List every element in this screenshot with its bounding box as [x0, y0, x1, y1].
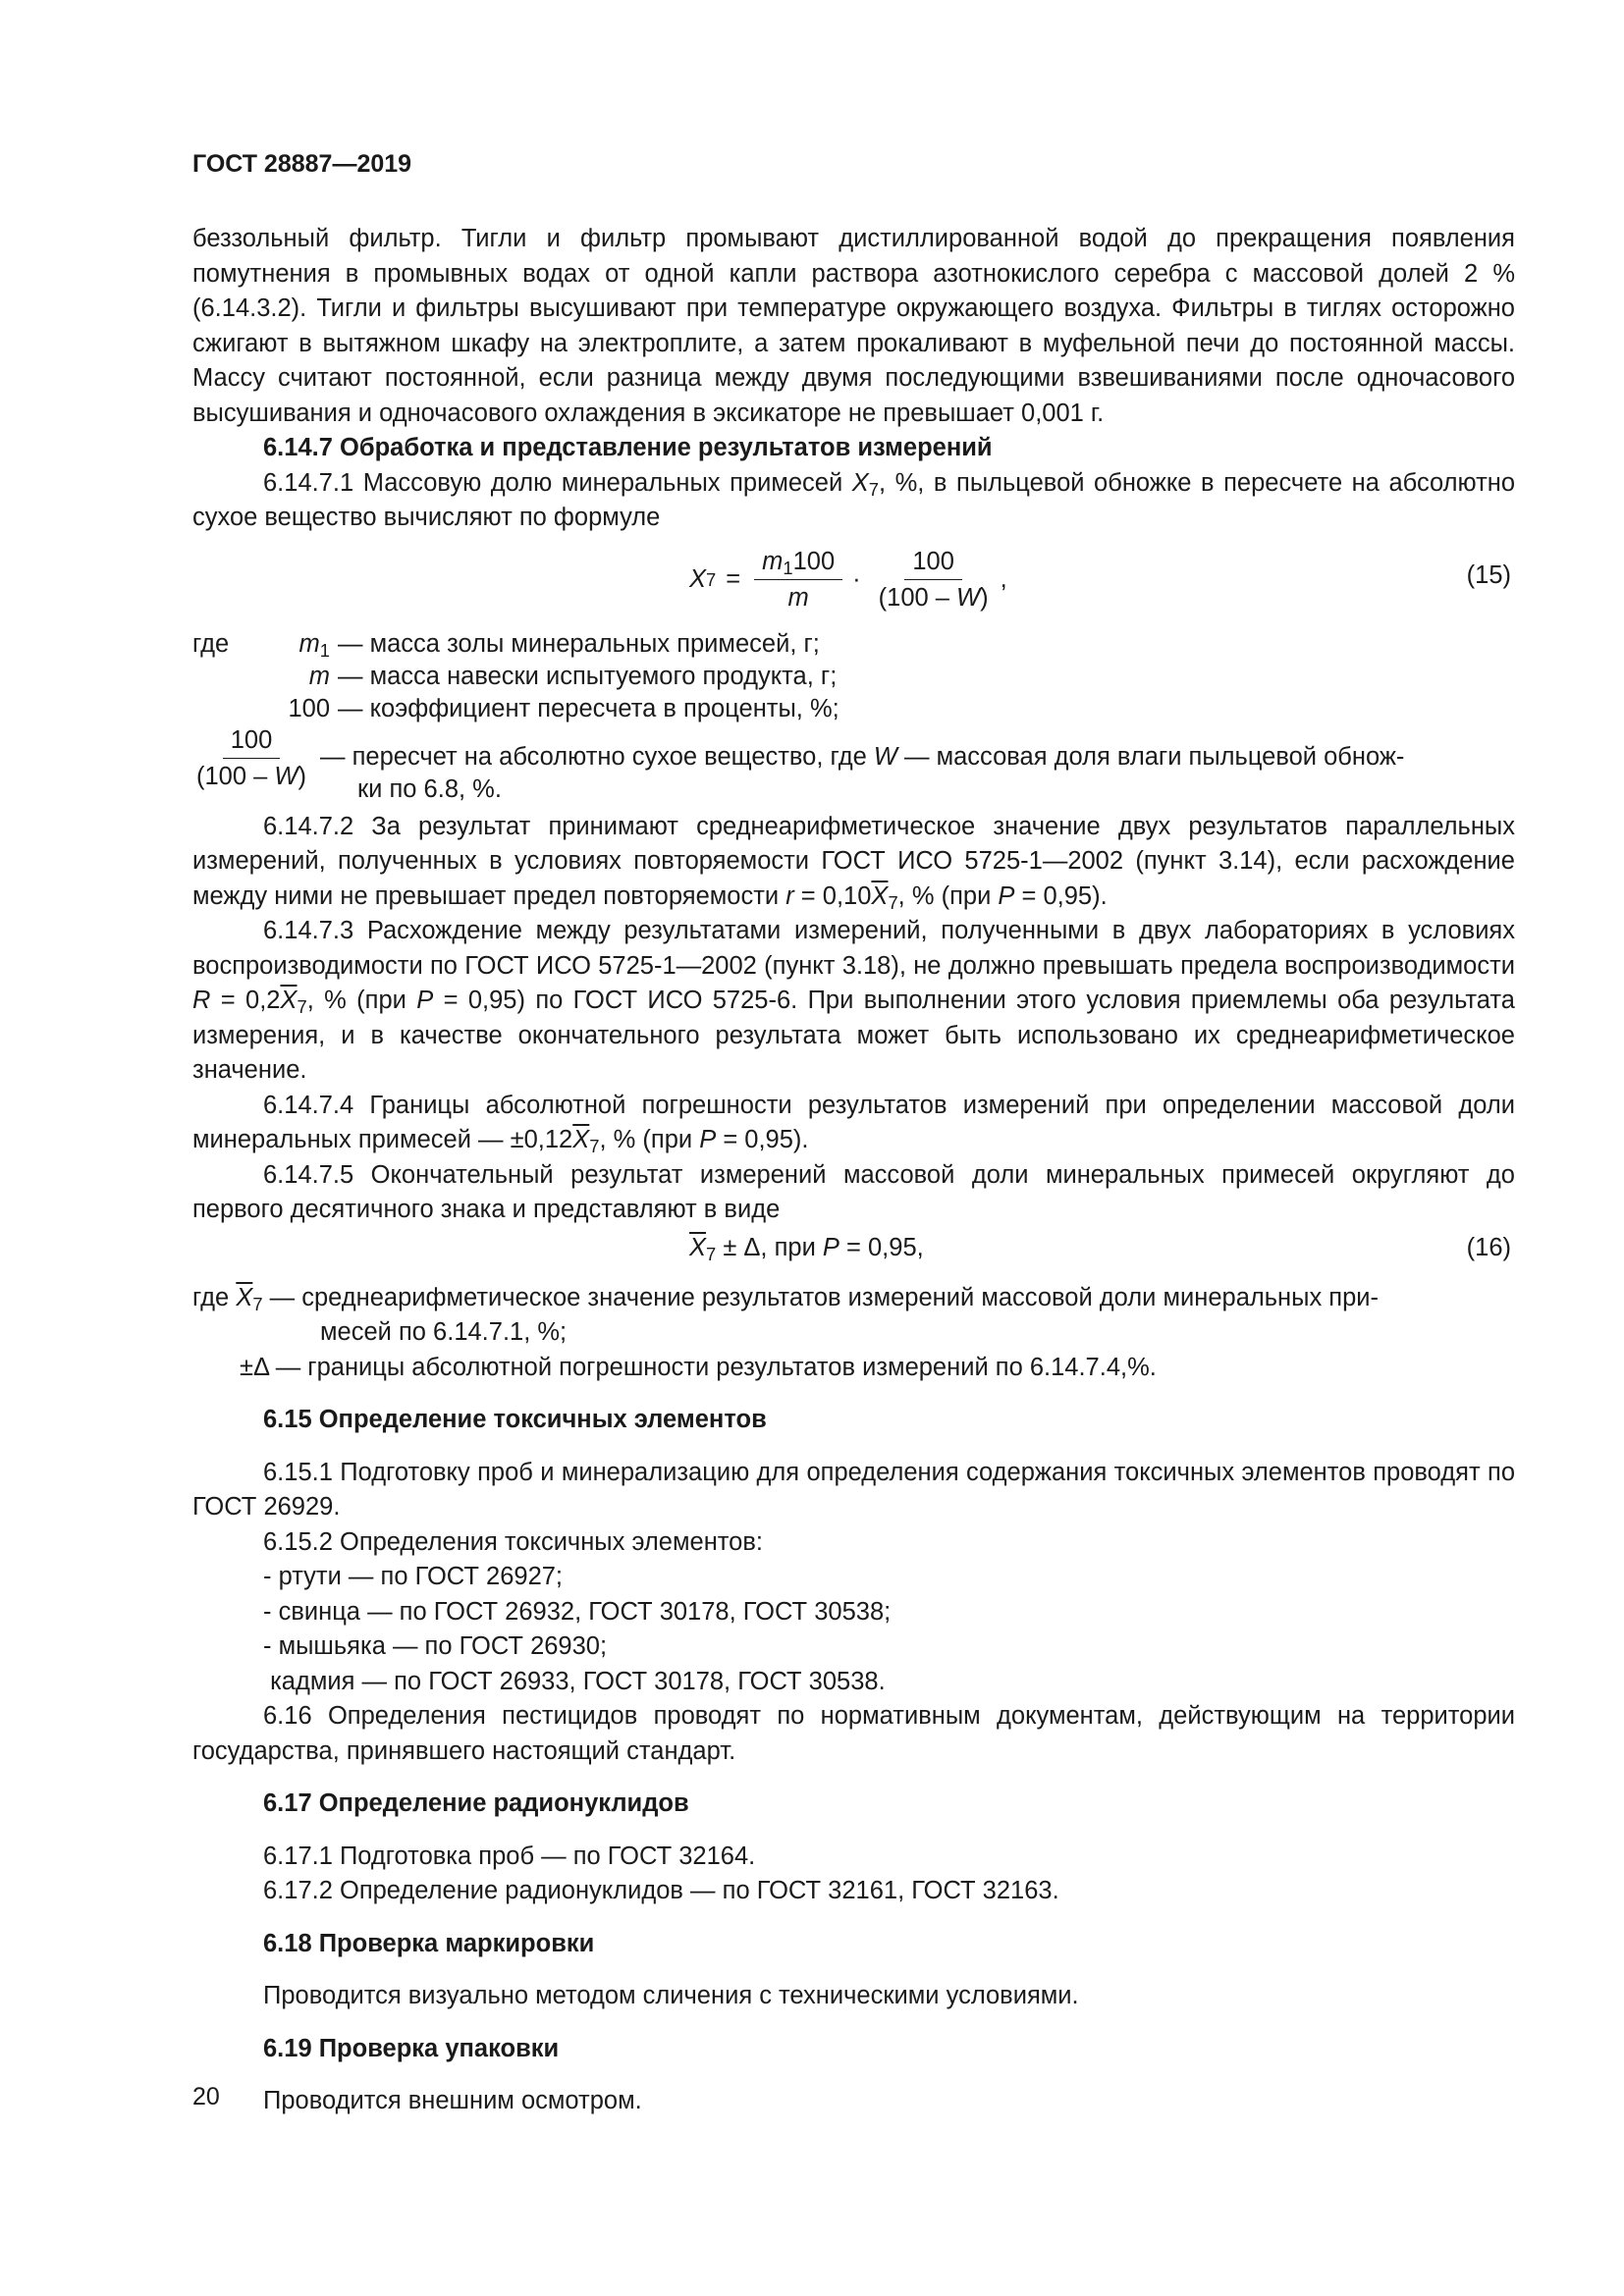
symbol-m — [275, 661, 330, 693]
var-x-mean: $\overline{X}$ — [572, 1126, 590, 1153]
multiplication-dot: · — [852, 565, 861, 593]
var-x-mean: $\overline{X}$ — [236, 1283, 253, 1311]
page-number: 20 — [192, 2083, 220, 2110]
heading-6-14-7: 6.14.7 Обработка и представление результатов измерений — [263, 434, 993, 461]
definition-fraction — [192, 725, 1515, 810]
paragraph-filter: беззольный фильтр. Тигли и фильтр промывают дистиллированной водой до прекращения появления помутнения в промывных водах от одной капли раствора азотнокислого серебра с массовой долей 2 % (6.14.3.2). Тигли и фильтры высушивают при температуре окружающего воздуха. Фильтры в тиглях осторожно сжигают в вытяжном шкафу на электроплите, а затем прокаливают в муфельной печи до постоянной массы. Массу считают постоянной, если разница между двумя последующими взвешиваниями после одночасового высушивания и одночасового охлаждения в эксикаторе не превышает 0,001 г. — [192, 225, 1515, 427]
list-item: - ртути — по ГОСТ 26927; — [263, 1563, 564, 1590]
where-label: где — [192, 1283, 237, 1311]
text-run: — массовая доля влаги пыльцевой обнож- — [896, 742, 1405, 771]
subscript: 7 — [706, 1243, 717, 1264]
variable-x: X — [851, 468, 869, 497]
paragraph-6-15-2: 6.15.2 Определения токсичных элементов: — [263, 1527, 763, 1556]
text-run: 6.14.7.1 Массовую долю минеральных примесей — [263, 468, 852, 497]
fraction-1 — [754, 547, 842, 613]
formula-15-definitions — [192, 628, 1515, 810]
definition-m — [192, 661, 1515, 693]
var-w: W — [956, 584, 981, 612]
definition-text: — масса золы минеральных примесей, г; — [338, 629, 820, 658]
text-run: (100 – — [878, 584, 957, 612]
paragraph-6-18: Проводится визуально методом сличения с техническими условиями. — [263, 1982, 1079, 2009]
subscript: 7 — [252, 1293, 263, 1314]
list-item: - свинца — по ГОСТ 26932, ГОСТ 30178, ГОСТ 30538; — [263, 1597, 892, 1626]
heading-6-18: 6.18 Проверка маркировки — [263, 1929, 595, 1957]
text-run: , % (при — [599, 1126, 700, 1153]
var-m: m — [787, 584, 809, 612]
definition-text — [320, 741, 1404, 774]
text-run: = 0,95, — [839, 1233, 924, 1261]
definition-text: — коэффициент пересчета в проценты, %; — [338, 694, 839, 722]
numerator-rest: 100 — [792, 548, 836, 575]
formula-15-expression: X 7 = $\frac{m_1100}{m}$ · $\frac{100}{(100 - W)}$ , — [689, 548, 1007, 612]
paragraph-6-14-7-4 — [192, 1089, 1515, 1158]
text-run: 6.14.7.2 За результат принимают среднеарифметическое значение двух результатов параллельных измерений, полученных в условиях повторяемости ГОСТ ИСО 5725-1—2002 (пункт 3.14), если расхождение между ними не превышает предел повторяемости — [192, 812, 1515, 910]
definition-m1 — [192, 628, 1515, 661]
fraction-numerator: 100 — [223, 725, 281, 759]
paragraph-6-16: 6.16 Определения пестицидов проводят по нормативным документам, действующим на территории государства, принявшего настоящий стандарт. — [192, 1702, 1515, 1765]
symbol-m1 — [275, 628, 330, 661]
var-x-mean: $\overline{X}$ — [689, 1233, 707, 1261]
document-header: ГОСТ 28887—2019 — [192, 150, 412, 178]
paragraph-6-14-7-3 — [192, 914, 1515, 1089]
var-m: m — [762, 548, 784, 575]
formula-15-number: (15) — [1466, 561, 1511, 589]
symbol-100: 100 — [288, 694, 330, 722]
paragraph-6-17-2: 6.17.2 Определение радионуклидов — по ГОСТ 32161, ГОСТ 32163. — [263, 1877, 1059, 1904]
fraction-1-numerator — [754, 547, 842, 580]
definition-delta: ±Δ — границы абсолютной погрешности результатов измерений по 6.14.7.4,%. — [240, 1353, 1157, 1381]
subscript: 7 — [297, 996, 307, 1018]
var-m: m — [308, 662, 330, 690]
definition-text-continued: ки по 6.8, %. — [357, 774, 502, 803]
var-p: P — [699, 1126, 717, 1153]
fraction-2-denominator — [871, 580, 997, 613]
text-run: , % (при — [897, 881, 999, 910]
document-body — [192, 222, 1515, 2119]
text-run: — пересчет на абсолютно сухое вещество, где — [320, 742, 874, 771]
fraction-1-denominator — [781, 580, 817, 613]
formula-tail: , — [1000, 565, 1007, 593]
text-run: ) — [298, 762, 306, 790]
text-run: = 0,2 — [210, 987, 281, 1014]
text-run: , % (при — [306, 987, 417, 1014]
fraction-denominator — [189, 759, 314, 791]
fraction-2 — [871, 547, 997, 613]
text-run: ± Δ, при — [716, 1233, 823, 1261]
list-item: - мышьяка — по ГОСТ 26930; — [263, 1632, 608, 1660]
text-run: 6.14.7.4 Границы абсолютной погрешности результатов измерений при определении массовой доли минеральных примесей — ±0,12 — [192, 1091, 1515, 1153]
var-w: W — [274, 762, 298, 790]
definition-100 — [192, 693, 1515, 725]
heading-6-17: 6.17 Определение радионуклидов — [263, 1789, 689, 1817]
text-run: 6.14.7.3 Расхождение между результатами измерений, полученными в двух лабораториях в условиях воспроизводимости по ГОСТ ИСО 5725-1—2002 (пункт 3.18), не должно превышать предела воспроизводимости — [192, 917, 1515, 980]
definition-x-mean-continued: месей по 6.14.7.1, %; — [320, 1318, 568, 1346]
formula-lhs-var: X — [689, 565, 707, 593]
list-item: кадмия — по ГОСТ 26933, ГОСТ 30178, ГОСТ 30538. — [263, 1667, 886, 1695]
formula-16-number: (16) — [1466, 1233, 1511, 1261]
paragraph-6-14-7-2 — [192, 810, 1515, 915]
subscript: 7 — [868, 478, 879, 500]
equals-sign: = — [726, 565, 741, 593]
heading-6-15: 6.15 Определение токсичных элементов — [263, 1406, 767, 1433]
symbol-fraction — [189, 725, 314, 791]
text-run: , %, в пыльцевой обножке в пересчете на абсолютно сухое вещество вычисляют по формуле — [192, 468, 1516, 531]
paragraph-6-15-1: 6.15.1 Подготовку проб и минерализацию для определения содержания токсичных элементов проводят по ГОСТ 26929. — [192, 1458, 1515, 1521]
var-p: P — [998, 881, 1015, 910]
subscript: 1 — [783, 558, 793, 579]
heading-6-19: 6.19 Проверка упаковки — [263, 2034, 560, 2062]
toxic-elements-list — [192, 1560, 1515, 1699]
var-r: R — [192, 987, 211, 1014]
definition-x-mean — [192, 1281, 1515, 1316]
paragraph-6-14-7-1 — [192, 466, 1515, 536]
subscript: 7 — [589, 1136, 600, 1157]
subscript: 7 — [888, 891, 898, 913]
var-w: W — [873, 742, 897, 771]
text-run: = 0,95). — [716, 1126, 809, 1153]
paragraph-6-14-7-5: 6.14.7.5 Окончательный результат измерений массовой доли минеральных примесей округляют до первого десятичного знака и представляют в виде — [192, 1160, 1515, 1223]
var-r: r — [785, 881, 794, 910]
formula-16 — [192, 1228, 1515, 1281]
text-run: (100 – — [196, 762, 275, 790]
paragraph-6-17-1: 6.17.1 Подготовка проб — по ГОСТ 32164. — [263, 1842, 756, 1870]
formula-15 — [192, 536, 1515, 624]
text-run: = 0,10 — [793, 881, 872, 910]
paragraph-6-19: Проводится внешним осмотром. — [263, 2087, 642, 2114]
var-p: P — [416, 987, 434, 1014]
formula-16-expression — [689, 1234, 924, 1262]
text-run: = 0,95). — [1014, 881, 1108, 910]
fraction-2-numerator: 100 — [904, 547, 962, 580]
var-x-mean: $\overline{X}$ — [280, 987, 298, 1014]
definition-text: — масса навески испытуемого продукта, г; — [338, 662, 838, 690]
subscript: 1 — [319, 639, 330, 661]
text-run: — среднеарифметическое значение результатов измерений массовой доли минеральных при- — [262, 1283, 1380, 1311]
var-x-mean: $\overline{X}$ — [871, 881, 889, 910]
text-run: = 0,95) по ГОСТ ИСО 5725-6. При выполнении этого условия приемлемы оба результата измерения, и в качестве окончательного результата может быть использовано их среднеарифметическое значение. — [192, 987, 1515, 1084]
var-m: m — [298, 629, 320, 658]
text-run: ) — [980, 584, 989, 612]
where-label: где — [192, 629, 230, 658]
var-p: P — [822, 1233, 839, 1261]
